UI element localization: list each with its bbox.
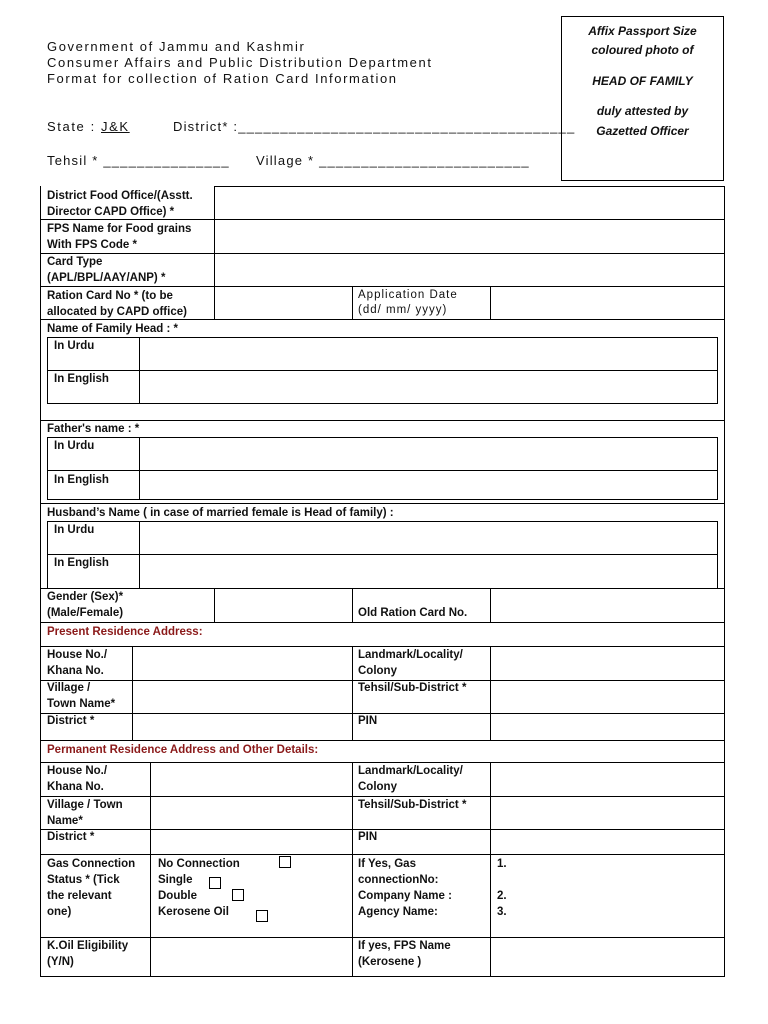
- state-value: J&K: [101, 119, 130, 134]
- old-card-input[interactable]: [492, 590, 723, 621]
- perm-tehsil-label: Tehsil/Sub-District *: [358, 799, 467, 811]
- header-line-2: Consumer Affairs and Public Distribution Department: [47, 55, 433, 70]
- perm-village-input[interactable]: [152, 798, 351, 828]
- perm-village-label-1: Village / Town: [47, 799, 123, 811]
- state-label: State :: [47, 119, 101, 134]
- kerosene-checkbox[interactable]: [256, 910, 268, 922]
- gas-option-no-connection: No Connection: [158, 858, 240, 870]
- gas-option-double: Double: [158, 890, 197, 902]
- gas-number-2: 2.: [497, 890, 507, 902]
- present-village-input[interactable]: [134, 682, 351, 712]
- dfo-label-1: District Food Office/(Asstt.: [47, 190, 193, 202]
- gender-label-1: Gender (Sex)*: [47, 591, 124, 603]
- village-field[interactable]: Village * _________________________: [256, 153, 530, 168]
- application-date-label-1: Application Date: [358, 289, 458, 301]
- perm-district-label: District *: [47, 831, 95, 843]
- head-english-label: In English: [54, 373, 109, 385]
- card-type-input[interactable]: [216, 255, 723, 285]
- perm-pin-input[interactable]: [492, 831, 723, 853]
- gas-label-2: Status * (Tick: [47, 874, 120, 886]
- present-village-label-1: Village /: [47, 682, 91, 694]
- gas-details-input[interactable]: [512, 856, 722, 936]
- company-name-label: Company Name :: [358, 890, 452, 902]
- gas-option-single: Single: [158, 874, 193, 886]
- husband-urdu-input[interactable]: [141, 523, 716, 553]
- husband-name-label: Husband’s Name ( in case of married female is Head of family) :: [47, 507, 394, 519]
- gas-label-4: one): [47, 906, 72, 918]
- perm-house-input[interactable]: [152, 764, 351, 795]
- single-checkbox[interactable]: [209, 877, 221, 889]
- perm-pin-label: PIN: [358, 831, 378, 843]
- koil-input[interactable]: [152, 939, 351, 975]
- fps-label-2: With FPS Code *: [47, 239, 137, 251]
- ration-card-no-label-1: Ration Card No * (to be: [47, 290, 173, 302]
- state-row: [47, 119, 130, 135]
- present-pin-input[interactable]: [492, 715, 723, 739]
- fps-label-1: FPS Name for Food grains: [47, 223, 192, 235]
- present-pin-label: PIN: [358, 715, 378, 727]
- present-landmark-label-2: Colony: [358, 665, 397, 677]
- present-tehsil-label: Tehsil/Sub-District *: [358, 682, 467, 694]
- perm-house-label-1: House No./: [47, 765, 108, 777]
- if-yes-gas-label-2: connectionNo:: [358, 874, 439, 886]
- father-name-label: Father's name : *: [47, 423, 140, 435]
- card-type-label-2: (APL/BPL/AAY/ANP) *: [47, 272, 166, 284]
- perm-village-label-2: Name*: [47, 815, 83, 827]
- application-date-input[interactable]: [492, 288, 723, 318]
- present-district-input[interactable]: [134, 715, 351, 739]
- present-village-label-2: Town Name*: [47, 698, 116, 710]
- fps-input[interactable]: [216, 221, 723, 252]
- header-line-1: Government of Jammu and Kashmir: [47, 39, 306, 54]
- father-urdu-label: In Urdu: [54, 440, 95, 452]
- perm-landmark-input[interactable]: [492, 764, 723, 795]
- perm-tehsil-input[interactable]: [492, 798, 723, 828]
- father-urdu-input[interactable]: [141, 439, 716, 469]
- family-head-label: Name of Family Head : *: [47, 323, 179, 335]
- district-field[interactable]: District* :________________________________________: [173, 119, 576, 134]
- application-date-label-2: (dd/ mm/ yyyy): [358, 304, 448, 316]
- perm-house-label-2: Khana No.: [47, 781, 104, 793]
- ration-card-no-input[interactable]: [216, 288, 351, 318]
- double-checkbox[interactable]: [232, 889, 244, 901]
- photo-text-4: duly attested by: [596, 104, 689, 118]
- koil-label-1: K.Oil Eligibility: [47, 940, 129, 952]
- koil-fps-label-1: If yes, FPS Name: [358, 940, 451, 952]
- photo-text-2: coloured photo of: [591, 43, 694, 57]
- old-card-label: Old Ration Card No.: [358, 607, 468, 619]
- koil-fps-label-2: (Kerosene ): [358, 956, 422, 968]
- present-tehsil-input[interactable]: [492, 682, 723, 712]
- head-english-input[interactable]: [141, 372, 716, 402]
- agency-name-label: Agency Name:: [358, 906, 438, 918]
- husband-urdu-label: In Urdu: [54, 524, 95, 536]
- permanent-address-heading: Permanent Residence Address and Other Details:: [47, 744, 319, 756]
- present-district-label: District *: [47, 715, 95, 727]
- gas-number-3: 3.: [497, 906, 507, 918]
- present-house-label-1: House No./: [47, 649, 108, 661]
- gas-label-3: the relevant: [47, 890, 112, 902]
- no-connection-checkbox[interactable]: [279, 856, 291, 868]
- father-english-label: In English: [54, 474, 109, 486]
- head-urdu-input[interactable]: [141, 339, 716, 369]
- tehsil-field[interactable]: Tehsil * _______________: [47, 153, 230, 168]
- perm-landmark-label-2: Colony: [358, 781, 397, 793]
- header-line-3: Format for collection of Ration Card Information: [47, 71, 398, 86]
- photo-text-3: HEAD OF FAMILY: [592, 74, 693, 88]
- present-house-input[interactable]: [134, 648, 351, 679]
- gender-label-2: (Male/Female): [47, 607, 124, 619]
- if-yes-gas-label-1: If Yes, Gas: [358, 858, 416, 870]
- gas-number-1: 1.: [497, 858, 507, 870]
- koil-label-2: (Y/N): [47, 956, 74, 968]
- husband-english-input[interactable]: [141, 556, 716, 587]
- photo-text-5: Gazetted Officer: [596, 124, 689, 138]
- perm-landmark-label-1: Landmark/Locality/: [358, 765, 463, 777]
- gas-option-kerosene: Kerosene Oil: [158, 906, 229, 918]
- father-english-input[interactable]: [141, 472, 716, 498]
- husband-english-label: In English: [54, 557, 109, 569]
- present-landmark-input[interactable]: [492, 648, 723, 679]
- card-type-label-1: Card Type: [47, 256, 103, 268]
- gas-label-1: Gas Connection: [47, 858, 136, 870]
- present-house-label-2: Khana No.: [47, 665, 104, 677]
- koil-fps-input[interactable]: [492, 939, 723, 975]
- ration-card-no-label-2: allocated by CAPD office): [47, 306, 187, 318]
- present-address-heading: Present Residence Address:: [47, 626, 203, 638]
- photo-text-1: Affix Passport Size: [588, 24, 697, 38]
- dfo-input[interactable]: [216, 188, 723, 218]
- perm-district-input[interactable]: [152, 831, 351, 853]
- photo-box: [561, 16, 724, 181]
- gender-input[interactable]: [216, 590, 351, 621]
- present-landmark-label-1: Landmark/Locality/: [358, 649, 463, 661]
- dfo-label-2: Director CAPD Office) *: [47, 206, 175, 218]
- head-urdu-label: In Urdu: [54, 340, 95, 352]
